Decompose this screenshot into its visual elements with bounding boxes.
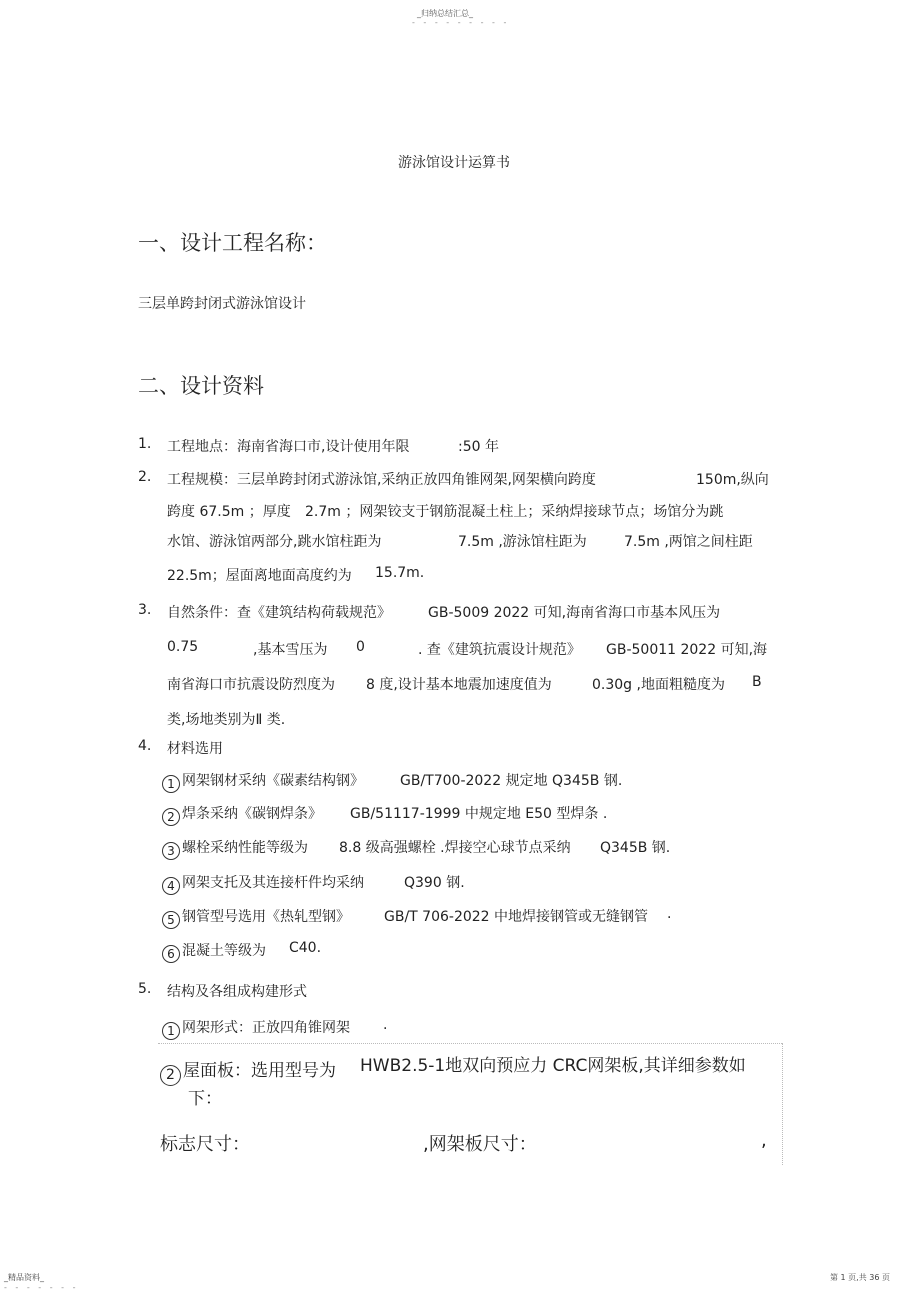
structure-1-end: .: [383, 1017, 388, 1033]
item4-number: 4.: [138, 738, 152, 754]
item2-line3c: 7.5m ,两馆之间柱距: [624, 534, 753, 550]
material-3-steel: Q345B 钢.: [600, 840, 671, 856]
material-6-spec: C40.: [289, 940, 322, 956]
item3-line1a: 自然条件：查《建筑结构荷载规范》: [167, 605, 391, 621]
section2-heading: 二、设计资料: [138, 374, 264, 398]
footer-dashes: - - - - - - -: [4, 1283, 79, 1292]
item3-line3c: 0.30g ,地面粗糙度为: [592, 677, 725, 693]
circled-number-1: 1: [162, 775, 180, 793]
item2-line2a: 跨度 67.5m ；厚度: [167, 504, 291, 520]
material-3-text: 螺栓采纳性能等级为: [182, 840, 308, 856]
material-3-spec: 8.8 级高强螺栓 .焊接空心球节点采纳: [339, 840, 571, 856]
item3-line2a: 0.75: [167, 639, 199, 655]
structure-2-spec: HWB2.5-1地双向预应力 CRC网架板,其详细参数如: [360, 1056, 746, 1076]
circled-number-2: 2: [162, 808, 180, 826]
material-2-text: 焊条采纳《碳钢焊条》: [182, 806, 322, 822]
material-4: [162, 872, 364, 895]
item3-line3a: 南省海口市抗震设防烈度为: [167, 677, 335, 693]
item2-line2b: 2.7m ；网架铰支于钢筋混凝土柱上；采纳焊接球节点；场馆分为跳: [305, 504, 724, 520]
material-5-spec: GB/T 706-2022 中地焊接钢管或无缝钢管: [384, 909, 649, 925]
material-6: [162, 940, 266, 963]
embedded-block-right-border: [782, 1043, 783, 1165]
item3-line2b: ,基本雪压为: [253, 642, 328, 658]
item3-number: 3.: [138, 602, 152, 618]
item3-line3b: 8 度,设计基本地震加速度值为: [366, 677, 552, 693]
embedded-block-top-border: [158, 1043, 782, 1044]
item3-line2c: 0: [356, 639, 365, 655]
item1-value: :50 年: [458, 439, 499, 455]
circled-number-5: 5: [162, 911, 180, 929]
header-dashes: - - - - - - - - -: [412, 18, 510, 27]
item2-line4a: 22.5m；屋面离地面高度约为: [167, 568, 352, 584]
section1-body: 三层单跨封闭式游泳馆设计: [138, 296, 306, 312]
circled-number-6: 6: [162, 945, 180, 963]
section1-heading: 一、设计工程名称：: [138, 231, 327, 255]
page-number: 第 1 页,共 36 页: [830, 1273, 890, 1282]
circled-number-3: 3: [162, 842, 180, 860]
nominal-size-label: 标志尺寸：: [160, 1134, 250, 1155]
material-2: [162, 803, 322, 826]
item2-line3b: 7.5m ,游泳馆柱距为: [458, 534, 587, 550]
item5-number: 5.: [138, 981, 152, 997]
circled-number-1: 1: [162, 1022, 180, 1040]
item3-line2e: GB-50011 2022 可知,海: [606, 642, 768, 658]
material-1-text: 网架钢材采纳《碳素结构钢》: [182, 773, 364, 789]
circled-number-2: 2: [160, 1065, 181, 1086]
item2-number: 2.: [138, 469, 152, 485]
material-1-spec: GB/T700-2022 规定地 Q345B 钢.: [400, 773, 623, 789]
item4-heading: 材料选用: [167, 741, 223, 757]
item3-line1b: GB-5009 2022 可知,海南省海口市基本风压为: [428, 605, 721, 621]
structure-2: [160, 1056, 336, 1086]
item2-line1a: 工程规模：三层单跨封闭式游泳馆,采纳正放四角锥网架,网架横向跨度: [167, 472, 596, 488]
panel-size-end: ,: [761, 1130, 767, 1151]
material-6-text: 混凝土等级为: [182, 943, 266, 959]
item2-line3a: 水馆、游泳馆两部分,跳水馆柱距为: [167, 534, 382, 550]
material-4-spec: Q390 钢.: [404, 875, 465, 891]
panel-size-label: ,网架板尺寸：: [423, 1134, 537, 1155]
item5-heading: 结构及各组成构建形式: [167, 984, 307, 1000]
structure-1: [162, 1017, 350, 1040]
circled-number-4: 4: [162, 877, 180, 895]
material-2-spec: GB/51117-1999 中规定地 E50 型焊条 .: [350, 806, 608, 822]
footer-left: _精品资料_: [4, 1273, 44, 1282]
item2-line1b: 150m,纵向: [696, 472, 769, 488]
material-3: [162, 837, 308, 860]
item1-number: 1.: [138, 436, 152, 452]
document-title: 游泳馆设计运算书: [398, 155, 510, 171]
material-4-text: 网架支托及其连接杆件均采纳: [182, 875, 364, 891]
item2-line4b: 15.7m.: [375, 565, 425, 581]
structure-2-text: 屋面板：选用型号为: [183, 1061, 336, 1081]
item3-line3d: B: [752, 674, 762, 690]
page-header: _归纳总结汇总_: [417, 9, 473, 18]
material-5: [162, 906, 350, 929]
item3-line2d: . 查《建筑抗震设计规范》: [418, 642, 581, 658]
structure-1-text: 网架形式：正放四角锥网架: [182, 1020, 350, 1036]
structure-2-cont: 下：: [188, 1089, 222, 1109]
item3-line4: 类,场地类别为Ⅱ 类.: [167, 712, 286, 728]
material-5-end: .: [667, 906, 672, 922]
material-1: [162, 770, 364, 793]
item1-text: 工程地点：海南省海口市,设计使用年限: [167, 439, 410, 455]
material-5-text: 钢管型号选用《热轧型钢》: [182, 909, 350, 925]
